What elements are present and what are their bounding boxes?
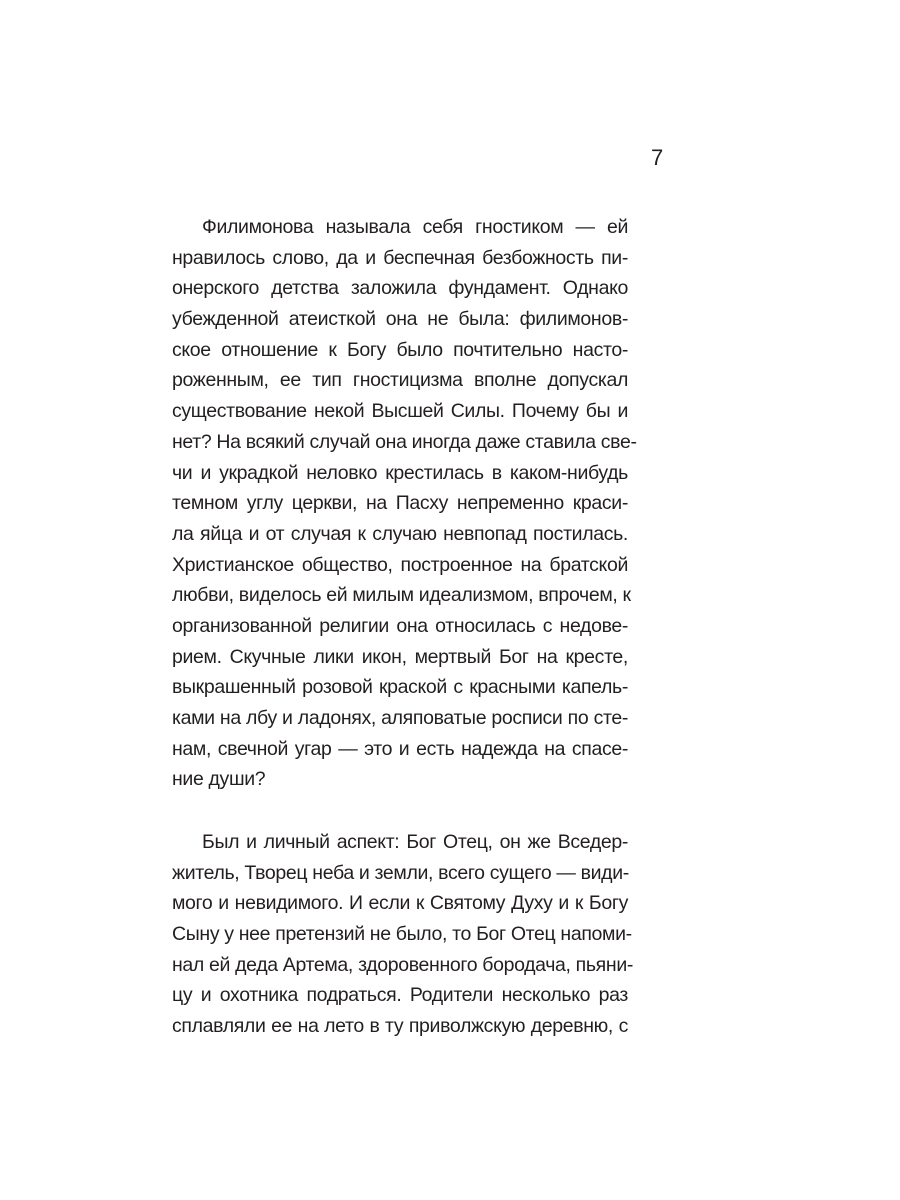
page-number: 7 xyxy=(651,145,664,170)
text-line: Филимонова называла себя гностиком — ей xyxy=(202,216,628,238)
text-line: нам, свечной угар — это и есть надежда на спасе- xyxy=(172,737,628,760)
text-line: Сыну у нее претензий не было, то Бог Отец напоми- xyxy=(172,923,632,946)
text-line: нет? На всякий случай она иногда даже ставила све- xyxy=(172,430,637,453)
text-line: ками на лбу и ладонях, аляповатые росписи по сте- xyxy=(172,707,628,729)
text-line: темном углу церкви, на Пасху непременно краси- xyxy=(172,492,628,515)
text-line: роженным, ее тип гностицизма вполне допускал xyxy=(172,369,628,392)
text-line: сплавляли ее на лето в ту приволжскую деревню, с xyxy=(172,1015,628,1038)
text-line: чи и украдкой неловко крестилась в каком-нибудь xyxy=(172,461,628,484)
text-line: нравилось слово, да и беспечная безбожность пи- xyxy=(172,246,628,269)
text-line: нал ей деда Артема, здоровенного бородача, пьяни- xyxy=(172,953,634,976)
paragraph-1 xyxy=(172,212,637,795)
text-line: существование некой Высшей Силы. Почему бы и xyxy=(172,400,628,423)
text-line: Был и личный аспект: Бог Отец, он же Вседер- xyxy=(202,831,628,853)
text-line: цу и охотника подраться. Родители несколько раз xyxy=(172,984,628,1007)
text-line: житель, Творец неба и земли, всего сущего — види- xyxy=(172,861,629,884)
text-line: ние души? xyxy=(172,768,266,791)
text-line: ла яйца и от случая к случаю невпопад постилась. xyxy=(172,522,628,545)
text-line: выкрашенный розовой краской с красными капель- xyxy=(172,676,628,699)
text-line: онерского детства заложила фундамент. Однако xyxy=(172,277,628,300)
text-line: любви, виделось ей милым идеализмом, впрочем, к xyxy=(172,584,631,607)
text-line: мого и невидимого. И если к Святому Духу и к Богу xyxy=(172,892,628,915)
text-line: рием. Скучные лики икон, мертвый Бог на кресте, xyxy=(172,645,628,668)
text-line: убежденной атеисткой она не была: филимонов- xyxy=(172,308,628,331)
text-line: Христианское общество, построенное на братской xyxy=(172,553,628,576)
text-line: организованной религии она относилась с недове- xyxy=(172,614,628,637)
paragraph-2 xyxy=(172,827,634,1042)
text-line: ское отношение к Богу было почтительно насто- xyxy=(172,338,628,361)
